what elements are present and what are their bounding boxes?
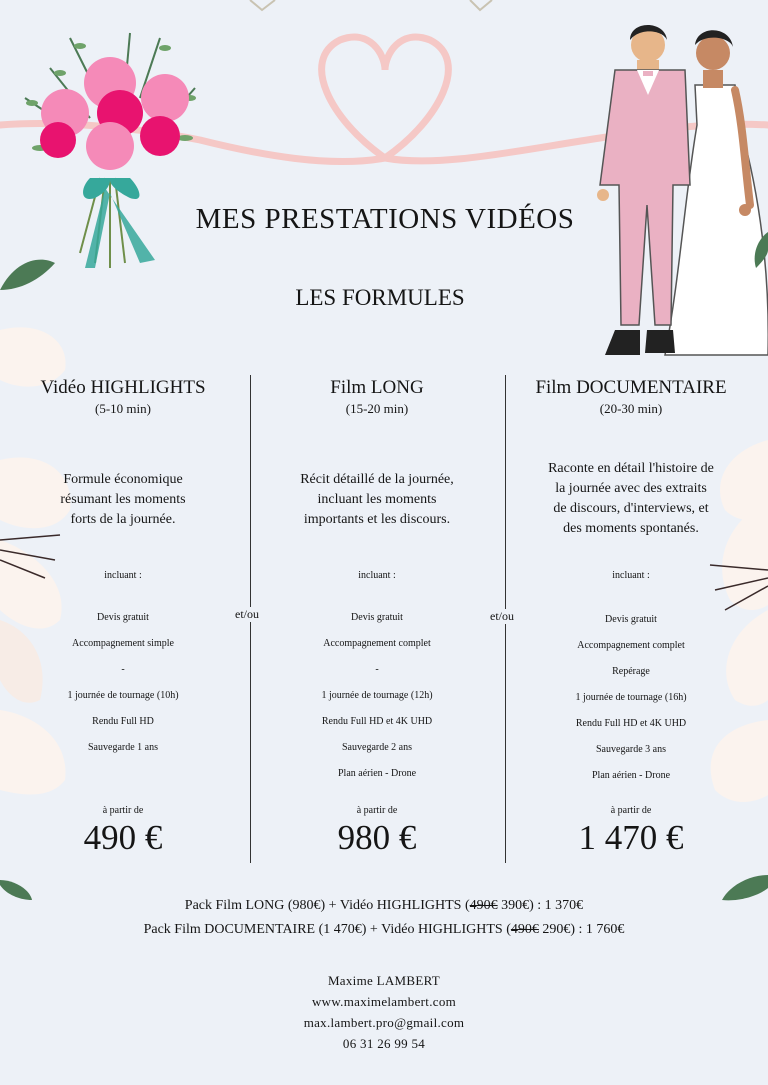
description-line: importants et les discours. [303, 512, 451, 527]
feature-item: Devis gratuit [97, 612, 149, 623]
feature-item: Devis gratuit [351, 612, 403, 623]
price: 490 € [83, 818, 163, 857]
formula-description [262, 470, 492, 530]
separator-label: et/ou [490, 609, 514, 623]
feature-item: Plan aérien - Drone [337, 768, 417, 779]
description-line: incluant les moments [317, 492, 437, 507]
feature-item: Sauvegarde 3 ans [596, 744, 666, 755]
formula-title: Film LONG [330, 377, 424, 398]
description-line: forts de la journée. [70, 512, 176, 527]
page-subtitle: LES FORMULES [295, 285, 465, 310]
feature-item: Sauvegarde 1 ans [88, 742, 158, 753]
feature-list [262, 605, 492, 787]
price-prefix: à partir de [102, 805, 144, 816]
feature-item: Rendu Full HD et 4K UHD [575, 718, 687, 729]
feature-item: Rendu Full HD et 4K UHD [321, 716, 433, 727]
feature-item: Sauvegarde 2 ans [342, 742, 412, 753]
feature-item: Rendu Full HD [92, 716, 154, 727]
pack-text: 290€) : 1 760€ [538, 922, 625, 937]
contact-phone[interactable]: 06 31 26 99 54 [342, 1036, 426, 1051]
feature-item: 1 journée de tournage (16h) [575, 692, 687, 703]
pack-text: Pack Film LONG (980€) + Vidéo HIGHLIGHTS ( [184, 898, 470, 913]
leaf-right-illustration [752, 230, 768, 270]
price: 980 € [337, 818, 417, 857]
page-title: MES PRESTATIONS VIDÉOS [195, 203, 575, 235]
contact-email[interactable]: max.lambert.pro@gmail.com [303, 1015, 465, 1030]
feature-item: - [121, 664, 125, 675]
leaf-bottom-left-illustration [0, 875, 35, 905]
description-line: Formule économique [63, 472, 183, 487]
feature-item: Accompagnement simple [72, 638, 174, 649]
description-line: la journée avec des extraits [555, 481, 707, 496]
price: 1 470 € [578, 818, 684, 857]
leaf-left-illustration [0, 255, 60, 295]
pack-old-price: 490€ [469, 898, 498, 913]
pack-offer [60, 898, 708, 914]
separator-label: et/ou [235, 607, 259, 621]
rose-bouquet-illustration [10, 28, 215, 278]
formula-duration: (5-10 min) [95, 401, 151, 416]
price-prefix: à partir de [610, 805, 652, 816]
leaf-bottom-right-illustration [720, 870, 768, 906]
pack-text: Pack Film DOCUMENTAIRE (1 470€) + Vidéo HIGHLIGHTS ( [143, 922, 511, 937]
description-line: résumant les moments [60, 492, 186, 507]
feature-item: Repérage [612, 666, 650, 677]
contact-name: Maxime LAMBERT [327, 973, 441, 988]
formula-duration: (20-30 min) [599, 401, 663, 416]
including-label: incluant : [104, 570, 142, 581]
feature-item: 1 journée de tournage (10h) [67, 690, 179, 701]
description-line: de discours, d'interviews, et [553, 501, 709, 516]
formula-description [18, 470, 228, 530]
feature-list [518, 607, 744, 789]
description-line: Récit détaillé de la journée, [300, 472, 454, 487]
feature-item: Plan aérien - Drone [591, 770, 671, 781]
formula-title: Vidéo HIGHLIGHTS [40, 377, 206, 398]
formula-title: Film DOCUMENTAIRE [535, 377, 727, 398]
description-line: des moments spontanés. [563, 521, 699, 536]
feature-item: Accompagnement complet [577, 640, 685, 651]
feature-item: - [375, 664, 379, 675]
pack-offer [60, 922, 708, 938]
including-label: incluant : [358, 570, 396, 581]
including-label: incluant : [612, 570, 650, 581]
feature-item: 1 journée de tournage (12h) [321, 690, 433, 701]
wedding-couple-illustration [585, 15, 768, 365]
pack-text: 390€) : 1 370€ [497, 898, 584, 913]
formula-description [518, 459, 744, 539]
formula-duration: (15-20 min) [345, 401, 409, 416]
price-prefix: à partir de [356, 805, 398, 816]
pack-old-price: 490€ [510, 922, 539, 937]
feature-item: Accompagnement complet [323, 638, 431, 649]
feature-item: Devis gratuit [605, 614, 657, 625]
feature-list [18, 605, 228, 761]
contact-website[interactable]: www.maximelambert.com [311, 994, 457, 1009]
description-line: Raconte en détail l'histoire de [548, 461, 714, 476]
